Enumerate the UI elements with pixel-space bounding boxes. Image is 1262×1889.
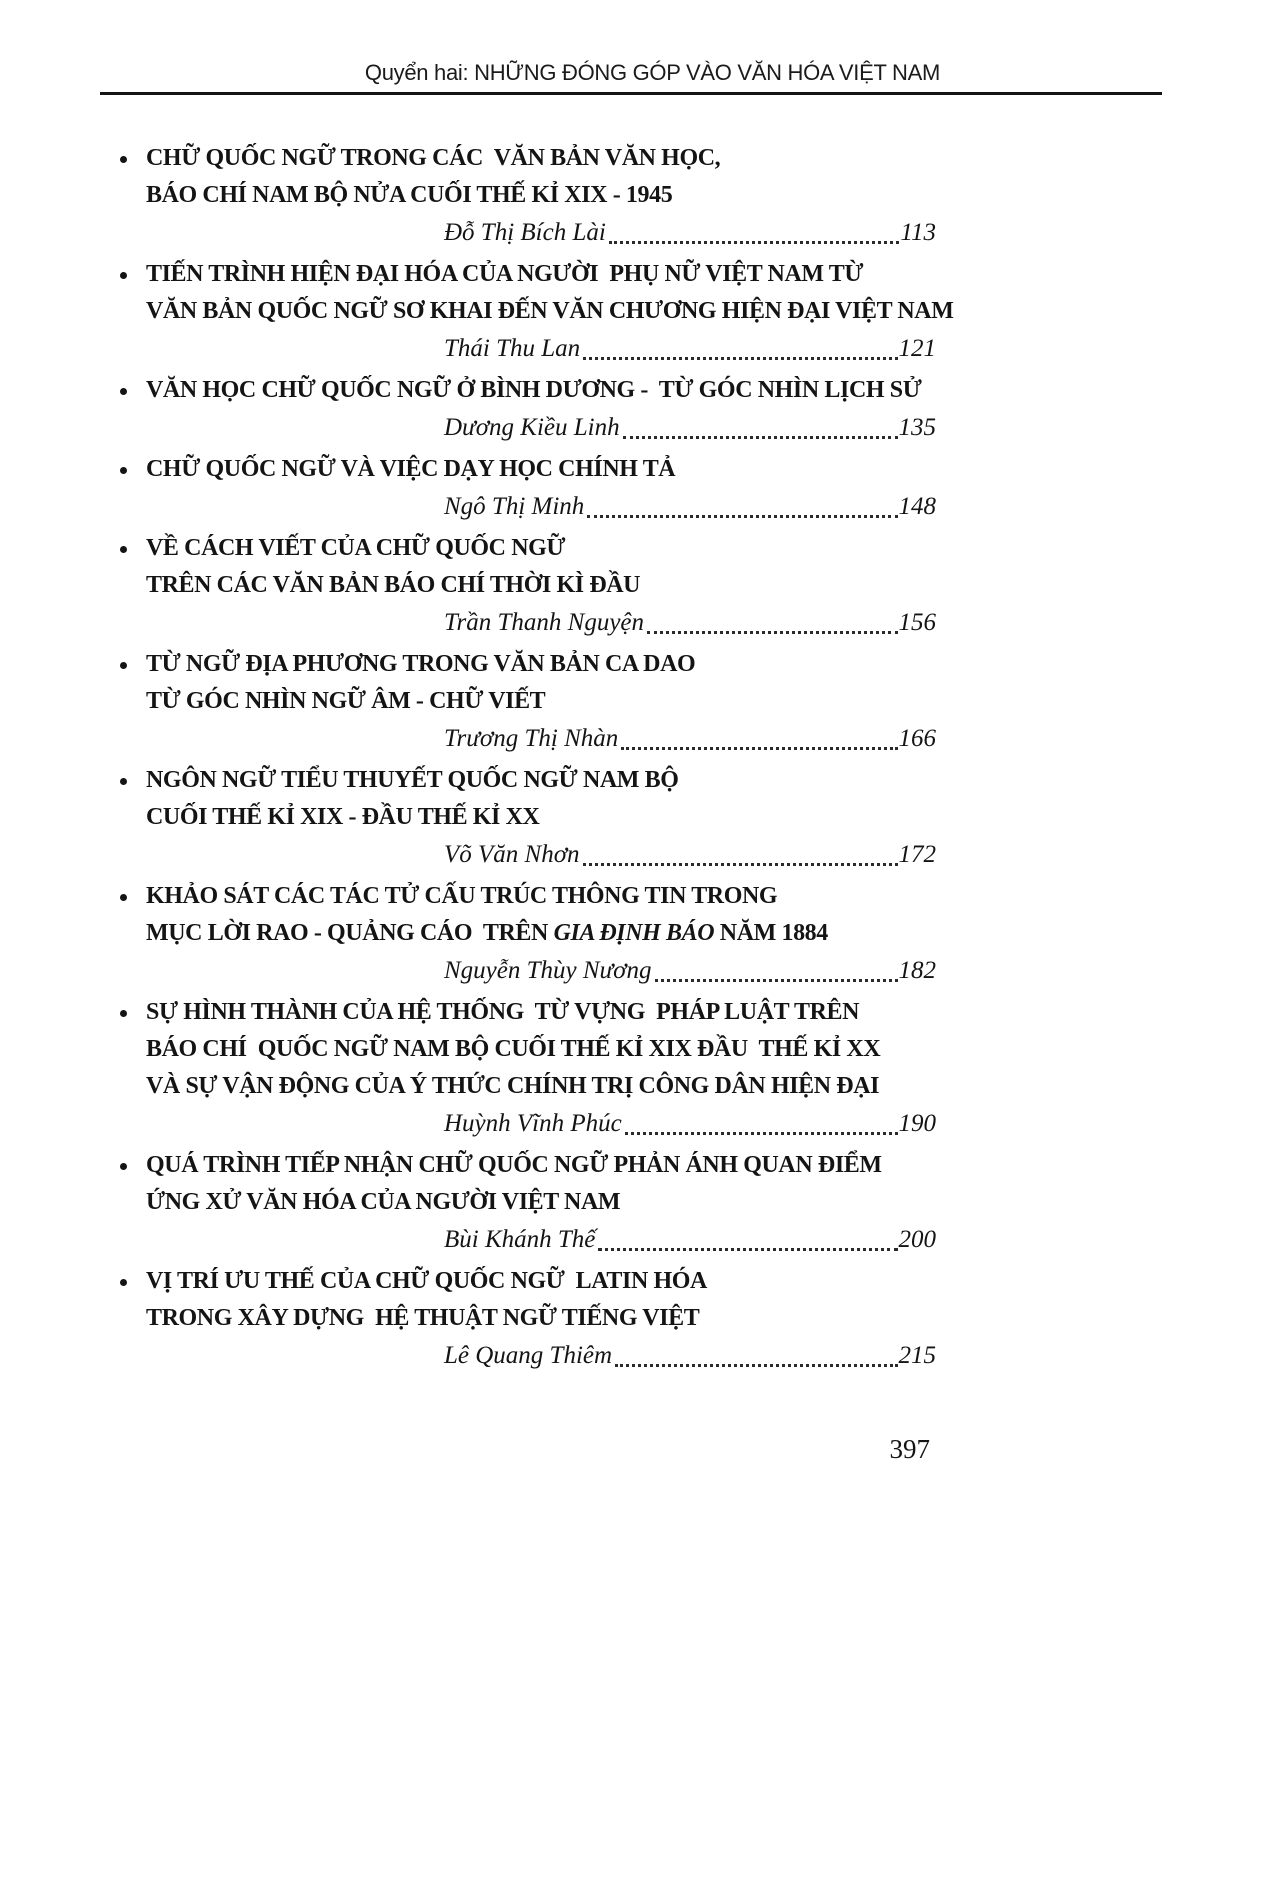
entry-title-segment: VÀ SỰ VẬN ĐỘNG CỦA Ý THỨC CHÍNH TRỊ CÔNG DÂN HIỆN ĐẠI [146,1073,880,1099]
entry-page-number: 113 [900,219,936,246]
running-header [100,60,1162,95]
entry-page-number: 135 [898,414,936,441]
author-name: Bùi Khánh Thế [444,1226,596,1253]
entry-title-segment: TIẾN TRÌNH HIỆN ĐẠI HÓA CỦA NGƯỜI PHỤ NỮ VIỆT NAM TỪ [146,261,864,287]
entry-title-segment: BÁO CHÍ QUỐC NGỮ NAM BỘ CUỐI THẾ KỈ XIX ĐẦU THẾ KỈ XX [146,1036,881,1062]
entry-page-number: 200 [898,1226,936,1253]
dot-leader [615,1364,897,1367]
entry-author-row [444,604,936,641]
dot-leader [621,747,897,750]
bullet-icon [120,662,127,669]
dot-leader [623,436,898,439]
entry-author-row [444,409,936,446]
author-name: Thái Thu Lan [444,335,581,362]
entry-title-segment: TỪ NGỮ ĐỊA PHƯƠNG TRONG VĂN BẢN CA DAO [146,651,696,677]
author-name: Ngô Thị Minh [444,493,585,520]
entry-page-number: 148 [898,493,936,520]
running-header-text: Quyển hai: NHỮNG ĐÓNG GÓP VÀO VĂN HÓA VIỆT NAM [364,60,940,85]
entry-title-segment: CHỮ QUỐC NGỮ VÀ VIỆC DẠY HỌC CHÍNH TẢ [146,456,676,482]
author-name: Trương Thị Nhàn [444,725,619,752]
entry-author-row [444,1221,936,1258]
toc-entry [118,451,936,525]
entry-title-segment: VỀ CÁCH VIẾT CỦA CHỮ QUỐC NGỮ [146,535,566,561]
bullet-icon [120,388,127,395]
entry-title-line [146,567,936,604]
entry-title-segment: KHẢO SÁT CÁC TÁC TỬ CẤU TRÚC THÔNG TIN TRONG [146,883,778,909]
entry-title-line [146,1263,936,1300]
dot-leader [583,863,898,866]
entry-title-line [146,256,936,293]
entry-title-segment: SỰ HÌNH THÀNH CỦA HỆ THỐNG TỪ VỰNG PHÁP LUẬT TRÊN [146,999,860,1025]
dot-leader [609,241,900,244]
dot-leader [598,1248,897,1251]
author-name: Huỳnh Vĩnh Phúc [444,1110,622,1137]
entry-page-number: 215 [898,1342,936,1369]
header-rule [100,92,1162,95]
entry-title-segment: VĂN HỌC CHỮ QUỐC NGỮ Ở BÌNH DƯƠNG - TỪ GÓC NHÌN LỊCH SỬ [146,377,922,403]
dot-leader [625,1132,898,1135]
bullet-icon [120,1279,127,1286]
entry-title-segment: CUỐI THẾ KỈ XIX - ĐẦU THẾ KỈ XX [146,804,540,830]
entry-title-line [146,293,954,330]
entry-author-row [444,1337,936,1374]
dot-leader [583,357,897,360]
toc-entry [118,1263,936,1374]
entry-title-line [146,878,936,915]
toc-entry [118,372,936,446]
entry-title-segment: TRÊN CÁC VĂN BẢN BÁO CHÍ THỜI KÌ ĐẦU [146,572,641,598]
entry-title-segment: TRONG XÂY DỰNG HỆ THUẬT NGỮ TIẾNG VIỆT [146,1305,700,1331]
entry-title-segment: MỤC LỜI RAO - QUẢNG CÁO TRÊN [146,920,554,946]
entry-title-italic-segment: GIA ĐỊNH BÁO [553,920,715,946]
author-name: Trần Thanh Nguyện [444,609,645,636]
entry-title-line [146,1068,936,1105]
entry-author-row [444,720,936,757]
entry-title-segment: TỪ GÓC NHÌN NGỮ ÂM - CHỮ VIẾT [146,688,546,714]
dot-leader [647,631,897,634]
toc-entry [118,256,954,367]
toc-entry [118,1147,936,1258]
entry-author-row [444,214,936,251]
entry-title-segment: QUÁ TRÌNH TIẾP NHẬN CHỮ QUỐC NGỮ PHẢN ÁNH QUAN ĐIỂM [146,1152,882,1178]
entry-author-row [444,488,936,525]
entry-title-line [146,530,936,567]
entry-title-line [146,1031,936,1068]
entry-page-number: 156 [898,609,936,636]
toc-list [118,140,954,1379]
entry-title-line [146,140,936,177]
entry-title-line [146,994,936,1031]
entry-author-row [444,952,936,989]
toc-entry [118,878,936,989]
bullet-icon [120,1010,127,1017]
toc-entry [118,530,936,641]
bullet-icon [120,272,127,279]
dot-leader [655,979,898,982]
entry-page-number: 121 [898,335,936,362]
author-name: Dương Kiều Linh [444,414,620,441]
page-number: 397 [889,1434,930,1464]
entry-page-number: 172 [898,841,936,868]
entry-title-line [146,646,936,683]
dot-leader [587,515,897,518]
entry-author-row [444,1105,936,1142]
entry-page-number: 182 [898,957,936,984]
bullet-icon [120,467,127,474]
entry-title-segment: NĂM 1884 [714,920,828,946]
entry-title-line [146,1184,936,1221]
entry-title-segment: VĂN BẢN QUỐC NGỮ SƠ KHAI ĐẾN VĂN CHƯƠNG HIỆN ĐẠI VIỆT NAM [146,298,954,324]
entry-title-line [146,762,936,799]
bullet-icon [120,156,127,163]
entry-title-line [146,1300,936,1337]
entry-title-line [146,683,936,720]
entry-author-row [444,836,936,873]
entry-title-segment: BÁO CHÍ NAM BỘ NỬA CUỐI THẾ KỈ XIX - 1945 [146,182,673,208]
toc-entry [118,140,936,251]
entry-title-segment: ỨNG XỬ VĂN HÓA CỦA NGƯỜI VIỆT NAM [146,1189,621,1215]
toc-entry [118,762,936,873]
entry-page-number: 166 [898,725,936,752]
toc-entry [118,994,936,1142]
bullet-icon [120,778,127,785]
entry-title-segment: CHỮ QUỐC NGỮ TRONG CÁC VĂN BẢN VĂN HỌC, [146,145,721,171]
author-name: Nguyễn Thùy Nương [444,957,652,984]
entry-author-row [444,330,936,367]
entry-title-line [146,372,936,409]
author-name: Đỗ Thị Bích Lài [444,219,606,246]
bullet-icon [120,1163,127,1170]
entry-title-line [146,799,936,836]
entry-title-line [146,451,936,488]
entry-title-segment: NGÔN NGỮ TIỂU THUYẾT QUỐC NGỮ NAM BỘ [146,767,679,793]
entry-title-segment: VỊ TRÍ ƯU THẾ CỦA CHỮ QUỐC NGỮ LATIN HÓA [146,1268,707,1294]
bullet-icon [120,894,127,901]
entry-title-line [146,1147,936,1184]
entry-title-line [146,915,936,952]
entry-title-line [146,177,936,214]
toc-entry [118,646,936,757]
entry-page-number: 190 [898,1110,936,1137]
bullet-icon [120,546,127,553]
author-name: Võ Văn Nhơn [444,841,580,868]
author-name: Lê Quang Thiêm [444,1342,613,1369]
